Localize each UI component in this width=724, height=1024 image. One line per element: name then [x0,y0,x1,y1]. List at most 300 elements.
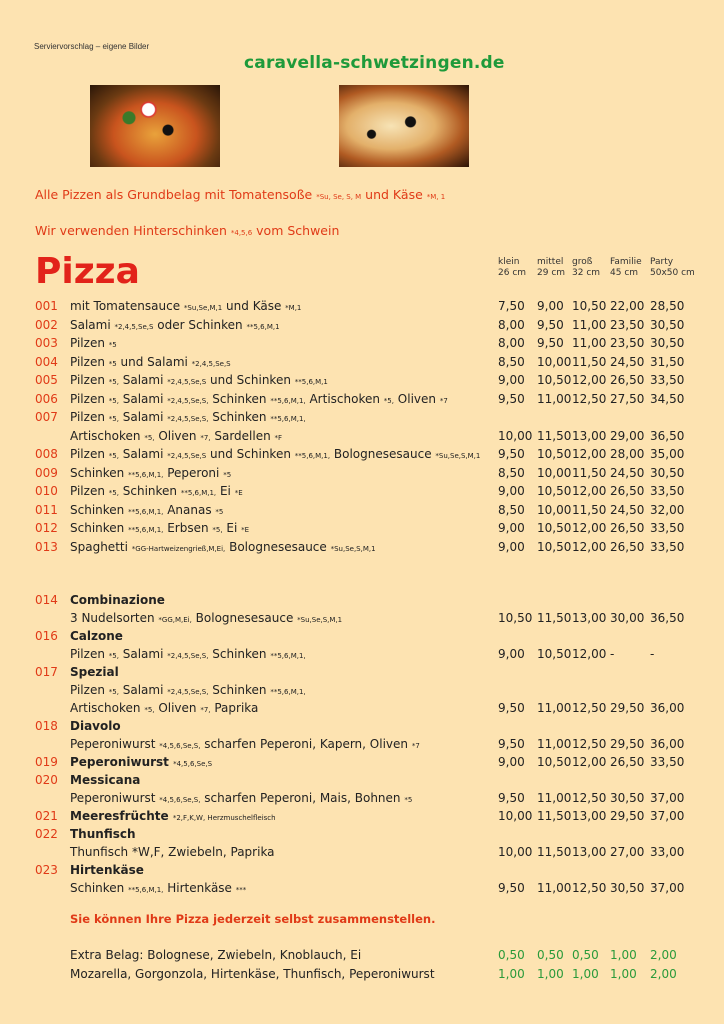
item-description [70,464,231,484]
ingredient-text: Pilzen [70,447,109,461]
item-name: Spezial [70,665,119,679]
allergen-code: **5,6,M,1, [180,489,217,497]
price-familie: 23,50 [610,336,645,350]
item-description [70,538,376,558]
item-number: 019 [35,755,58,769]
price-mittel: 10,50 [537,521,572,535]
price-party: 37,00 [650,809,685,823]
price-klein: 10,00 [498,845,533,859]
pizza-slice-photo [339,85,469,167]
price-familie: 26,50 [610,755,645,769]
price-party: 37,00 [650,791,685,805]
ingredient-text: Pilzen [70,484,109,498]
price-familie: - [610,647,615,661]
price-klein: 9,00 [498,521,525,535]
item-description [70,807,276,827]
ingredient-text: scharfen Peperoni, Mais, Bohnen [200,791,405,805]
size-name: groß [572,257,593,267]
size-name: Party [650,257,674,267]
allergen-code: *5, [108,415,119,423]
size-diameter: 26 cm [498,268,527,278]
allergen-code: *M, 1 [426,193,446,201]
ingredient-text: Peperoniwurst [70,737,160,751]
allergen-code: **5,6,M,1, [270,396,306,405]
price-groß: 13,00 [572,809,607,823]
ingredient-text: Salami [118,373,168,387]
item-name: Diavolo [70,719,121,733]
price-party: 28,50 [650,299,685,313]
allergen-code: *5, [108,396,119,405]
price-mittel: 11,50 [537,845,572,859]
menu-item-line [0,789,724,807]
allergen-code: *5, [108,452,119,460]
price-mittel: 11,00 [537,701,572,715]
ingredient-text: Pilzen [70,647,109,661]
size-column-header [498,257,526,279]
note-text: und Käse [361,187,427,202]
item-description [70,843,275,861]
menu-item-line [0,390,724,408]
price-mittel: 10,00 [537,354,572,369]
ingredient-text: mit Tomatensauce [70,299,184,313]
ingredient-text: Oliven [154,701,201,715]
ingredient-text: Schinken [118,484,181,498]
item-description [70,681,306,701]
menu-item-line [0,627,724,645]
price-mittel: 9,00 [537,299,564,313]
item-name: Hirtenkäse [70,863,144,877]
photo-note: Serviervorschlag – eigene Bilder [34,42,150,51]
item-description [70,353,231,373]
allergen-code: *4,5,6,Se,S, [159,742,201,750]
price-party: 33,50 [650,373,685,387]
price-mittel: 10,50 [537,373,572,387]
extra-topping-line [0,946,724,964]
item-description [70,316,280,336]
price-party: - [650,647,655,661]
allergen-code: *5, [108,489,119,497]
allergen-code: *2,4,5,Se,S [191,359,231,368]
pizza-photo [90,85,220,167]
menu-item-line [0,861,724,879]
allergen-code: *4,5,6,Se,S, [159,796,201,804]
size-column-header [537,257,565,279]
size-diameter: 45 cm [610,268,639,278]
extra-topping-line [0,965,724,983]
menu-item-line [0,353,724,371]
price-groß: 12,00 [572,539,607,554]
ingredient-text: Schinken [70,502,129,517]
price-party: 33,50 [650,539,685,554]
item-number: 009 [35,465,58,480]
allergen-code: *Su,Se,S,M,1 [330,544,376,553]
price-familie: 30,50 [610,881,645,895]
item-number: 016 [35,629,58,643]
allergen-code: *4,5,6,Se,S [173,760,213,768]
price-groß: 10,50 [572,299,607,313]
price-familie: 28,00 [610,447,645,461]
ingredient-text: und Schinken [206,373,295,387]
item-number: 012 [35,521,58,535]
item-description [70,501,223,521]
item-description [70,753,212,773]
item-description [70,861,144,879]
menu-item-line [0,699,724,717]
ingredient-text: Peperoni [163,465,224,480]
menu-item-line [0,879,724,897]
menu-item-line [0,482,724,500]
price-mittel: 11,00 [537,881,572,895]
ingredient-text: Salami [118,410,168,424]
item-description [70,789,412,809]
ingredient-text: Spaghetti [70,539,132,554]
allergen-code: *5 [108,359,117,368]
price-groß: 13,00 [572,845,607,859]
price-familie: 27,00 [610,845,645,859]
price-familie: 30,50 [610,791,645,805]
note-text: Wir verwenden Hinterschinken [35,223,231,238]
menu-item-line [0,681,724,699]
note-text: vom Schwein [252,223,340,238]
item-description [70,771,140,789]
size-column-header [610,257,642,279]
allergen-code: *5 [223,470,232,479]
ingredient-text: Pilzen [70,373,109,387]
price-familie: 29,50 [610,737,645,751]
menu-item-line [0,316,724,334]
price-groß: 11,50 [572,502,607,517]
price-groß: 12,50 [572,701,607,715]
allergen-code: *5, [144,433,155,442]
ingredient-text: Schinken [70,881,129,895]
ingredient-text: Schinken [208,647,271,661]
price-party: 36,00 [650,737,685,751]
price-mittel: 11,50 [537,428,572,443]
allergen-code: **5,6,M,1, [270,688,306,696]
allergen-code: *GG-Hartweizengrieß,M,Ei, [131,544,226,553]
price-klein: 9,50 [498,737,525,751]
item-number: 010 [35,484,58,498]
price-familie: 30,00 [610,611,645,625]
item-description [70,408,306,428]
extra-price: 0,50 [537,948,564,962]
price-mittel: 10,00 [537,465,572,480]
size-header [0,257,724,281]
ingredient-text: Pilzen [70,683,109,697]
allergen-code: *7 [439,396,448,405]
item-number: 014 [35,593,58,607]
ingredient-text: Schinken [70,521,129,535]
allergen-code: *5, [144,706,155,714]
allergen-code: *E [234,489,243,497]
item-name: Combinazione [70,593,165,607]
price-party: 32,00 [650,502,685,517]
price-mittel: 11,50 [537,809,572,823]
allergen-code: **5,6,M,1, [128,886,164,894]
allergen-code: *5, [108,688,119,696]
menu-item-line [0,538,724,556]
extra-price: 1,00 [537,967,564,981]
ingredient-text: Ananas [163,502,216,517]
item-number: 001 [35,299,58,313]
ingredient-text: Salami [118,647,168,661]
item-description [70,663,119,681]
allergen-code: *5, [108,378,119,386]
item-number: 017 [35,665,58,679]
price-klein: 8,50 [498,465,525,480]
size-column-header [650,257,695,279]
item-description [70,445,480,465]
allergen-code: **5,6,M,1 [246,322,280,331]
allergen-code: *Su,Se,M,1 [183,304,223,312]
price-familie: 23,50 [610,317,645,332]
price-party: 33,50 [650,521,685,535]
ingredient-text: Schinken [208,391,271,406]
price-groß: 13,00 [572,428,607,443]
item-description [70,371,328,391]
custom-pizza-note: Sie können Ihre Pizza jederzeit selbst zusammenstellen. [70,912,436,926]
ingredient-text: Bolognesesauce [225,539,331,554]
price-familie: 24,50 [610,502,645,517]
price-groß: 13,00 [572,611,607,625]
allergen-code: *2,4,5,Se,S [167,378,207,386]
item-number: 004 [35,354,58,369]
price-klein: 9,00 [498,484,525,498]
allergen-code: *7, [200,433,211,442]
price-mittel: 10,50 [537,755,572,769]
price-klein: 9,50 [498,391,525,406]
item-number: 011 [35,502,58,517]
price-groß: 12,50 [572,881,607,895]
price-familie: 29,50 [610,701,645,715]
price-familie: 24,50 [610,465,645,480]
allergen-code: *Su,Se,S,M,1 [435,452,481,460]
item-description [70,717,121,735]
allergen-code: *5, [383,396,394,405]
price-klein: 9,50 [498,447,525,461]
ingredient-text: Bolognesesauce [330,447,436,461]
menu-item-line [0,464,724,482]
item-description [70,879,246,899]
ham-note [35,223,339,238]
item-number: 022 [35,827,58,841]
menu-item-line [0,735,724,753]
menu-item-line [0,843,724,861]
allergen-code: **5,6,M,1, [294,452,331,460]
ingredient-text: Oliven [154,428,201,443]
item-name: Meeresfrüchte [70,809,173,823]
allergen-code: *2,4,5,Se,S [167,452,207,460]
ingredient-text: Pilzen [70,354,109,369]
allergen-code: *7 [411,742,420,750]
menu-item-line [0,371,724,389]
price-familie: 29,50 [610,809,645,823]
price-mittel: 9,50 [537,336,564,350]
ingredient-text: Salami [118,447,168,461]
item-description [70,699,258,719]
allergen-code: *GG,M,Ei, [158,616,192,624]
item-description [70,609,342,629]
ingredient-text: scharfen Peperoni, Kapern, Oliven [200,737,412,751]
price-klein: 9,50 [498,791,525,805]
item-number: 005 [35,373,58,387]
price-groß: 11,50 [572,354,607,369]
allergen-code: **5,6,M,1, [128,470,164,479]
extra-price: 1,00 [610,967,637,981]
price-mittel: 11,00 [537,737,572,751]
price-party: 36,00 [650,701,685,715]
note-text: Alle Pizzen als Grundbelag mit Tomatensoße [35,187,317,202]
price-mittel: 9,50 [537,317,564,332]
item-description [70,519,249,539]
menu-item-line [0,825,724,843]
price-familie: 26,50 [610,521,645,535]
allergen-code: *2,4,5,Se,S, [167,688,209,696]
menu-item-line [0,519,724,537]
ingredient-text: Artischoken [305,391,384,406]
size-diameter: 50x50 cm [650,268,695,278]
ingredient-text: Salami [118,391,168,406]
price-party: 37,00 [650,881,685,895]
item-name: Messicana [70,773,141,787]
extra-price: 1,00 [572,967,599,981]
ingredient-text: Salami [118,683,168,697]
price-groß: 11,00 [572,336,607,350]
allergen-code: *2,F,K,W, Herzmuschelfleisch [172,814,276,822]
price-groß: 11,50 [572,465,607,480]
price-groß: 12,00 [572,447,607,461]
ingredient-text: Schinken [208,410,271,424]
price-klein: 8,00 [498,317,525,332]
menu-item-line [0,609,724,627]
ingredient-text: Thunfisch *W,F, Zwiebeln, Paprika [70,845,275,859]
price-groß: 11,00 [572,317,607,332]
ingredient-text: Pilzen [70,336,109,350]
price-klein: 9,00 [498,373,525,387]
allergen-code: *M,1 [285,304,302,312]
item-number: 002 [35,317,58,332]
price-familie: 24,50 [610,354,645,369]
item-description [70,334,117,354]
extra-topping-label: Extra Belag: Bolognese, Zwiebeln, Knoblauch, Ei [70,948,362,962]
menu-item-line [0,297,724,315]
price-mittel: 10,00 [537,502,572,517]
item-description [70,297,301,317]
ingredient-text: Pilzen [70,410,109,424]
price-klein: 10,50 [498,611,533,625]
price-groß: 12,00 [572,521,607,535]
menu-item-line [0,501,724,519]
allergen-code: *** [235,886,247,894]
price-mittel: 10,50 [537,539,572,554]
extra-price: 2,00 [650,948,677,962]
item-number: 020 [35,773,58,787]
price-familie: 22,00 [610,299,645,313]
extra-price: 2,00 [650,967,677,981]
ingredient-text: Erbsen [163,521,213,535]
price-party: 33,50 [650,484,685,498]
price-klein: 8,50 [498,502,525,517]
section-title: Pizza [35,251,140,292]
menu-item-line [0,334,724,352]
website-link[interactable]: caravella-schwetzingen.de [244,53,505,73]
price-familie: 29,00 [610,428,645,443]
item-number: 018 [35,719,58,733]
menu-item-line [0,645,724,663]
allergen-code: *Su, Se, S, M [316,193,362,201]
price-familie: 26,50 [610,373,645,387]
ingredient-text: 3 Nudelsorten [70,611,159,625]
menu-item-line [0,591,724,609]
ingredient-text: Sardellen [210,428,275,443]
allergen-code: *E [241,526,250,534]
allergen-code: *7, [200,706,211,714]
price-klein: 9,00 [498,539,525,554]
ingredient-text: und Käse [222,299,286,313]
menu-item-line [0,663,724,681]
item-description [70,390,448,410]
price-klein: 9,00 [498,647,525,661]
allergen-code: **5,6,M,1, [128,507,164,516]
price-groß: 12,50 [572,391,607,406]
allergen-code: *2,4,5,Se,S, [167,652,209,660]
item-name: Thunfisch [70,827,136,841]
size-column-header [572,257,600,279]
price-mittel: 11,50 [537,611,572,625]
price-klein: 10,00 [498,428,533,443]
menu-item-line [0,753,724,771]
allergen-code: *Su,Se,S,M,1 [297,616,343,624]
allergen-code: *4,5,6 [230,229,253,237]
ingredient-text: Ei [222,521,242,535]
menu-item-line [0,807,724,825]
ingredient-text: Peperoniwurst [70,791,160,805]
ingredient-text: Schinken [208,683,271,697]
price-groß: 12,00 [572,755,607,769]
extra-price: 1,00 [498,967,525,981]
menu-item-line [0,771,724,789]
price-party: 30,50 [650,317,685,332]
price-mittel: 10,50 [537,447,572,461]
ingredient-text: Salami [70,317,115,332]
base-topping-note [35,187,445,202]
item-description [70,645,306,665]
ingredient-text: und Schinken [206,447,295,461]
allergen-code: *2,4,5,Se,S [114,322,154,331]
allergen-code: *F [274,433,283,442]
price-klein: 9,00 [498,755,525,769]
item-description [70,591,165,609]
price-klein: 10,00 [498,809,533,823]
item-number: 023 [35,863,58,877]
price-klein: 8,00 [498,336,525,350]
item-number: 003 [35,336,58,350]
ingredient-text: Schinken [70,465,129,480]
price-klein: 7,50 [498,299,525,313]
price-party: 33,50 [650,755,685,769]
allergen-code: *2,4,5,Se,S, [167,396,209,405]
extra-price: 0,50 [572,948,599,962]
allergen-code: **5,6,M,1, [270,415,306,423]
allergen-code: *2,4,5,Se,S, [167,415,209,423]
menu-item-line [0,445,724,463]
menu-item-line [0,427,724,445]
price-familie: 26,50 [610,539,645,554]
ingredient-text: Bolognesesauce [191,611,298,625]
price-mittel: 10,50 [537,647,572,661]
size-diameter: 29 cm [537,268,566,278]
size-diameter: 32 cm [572,268,601,278]
